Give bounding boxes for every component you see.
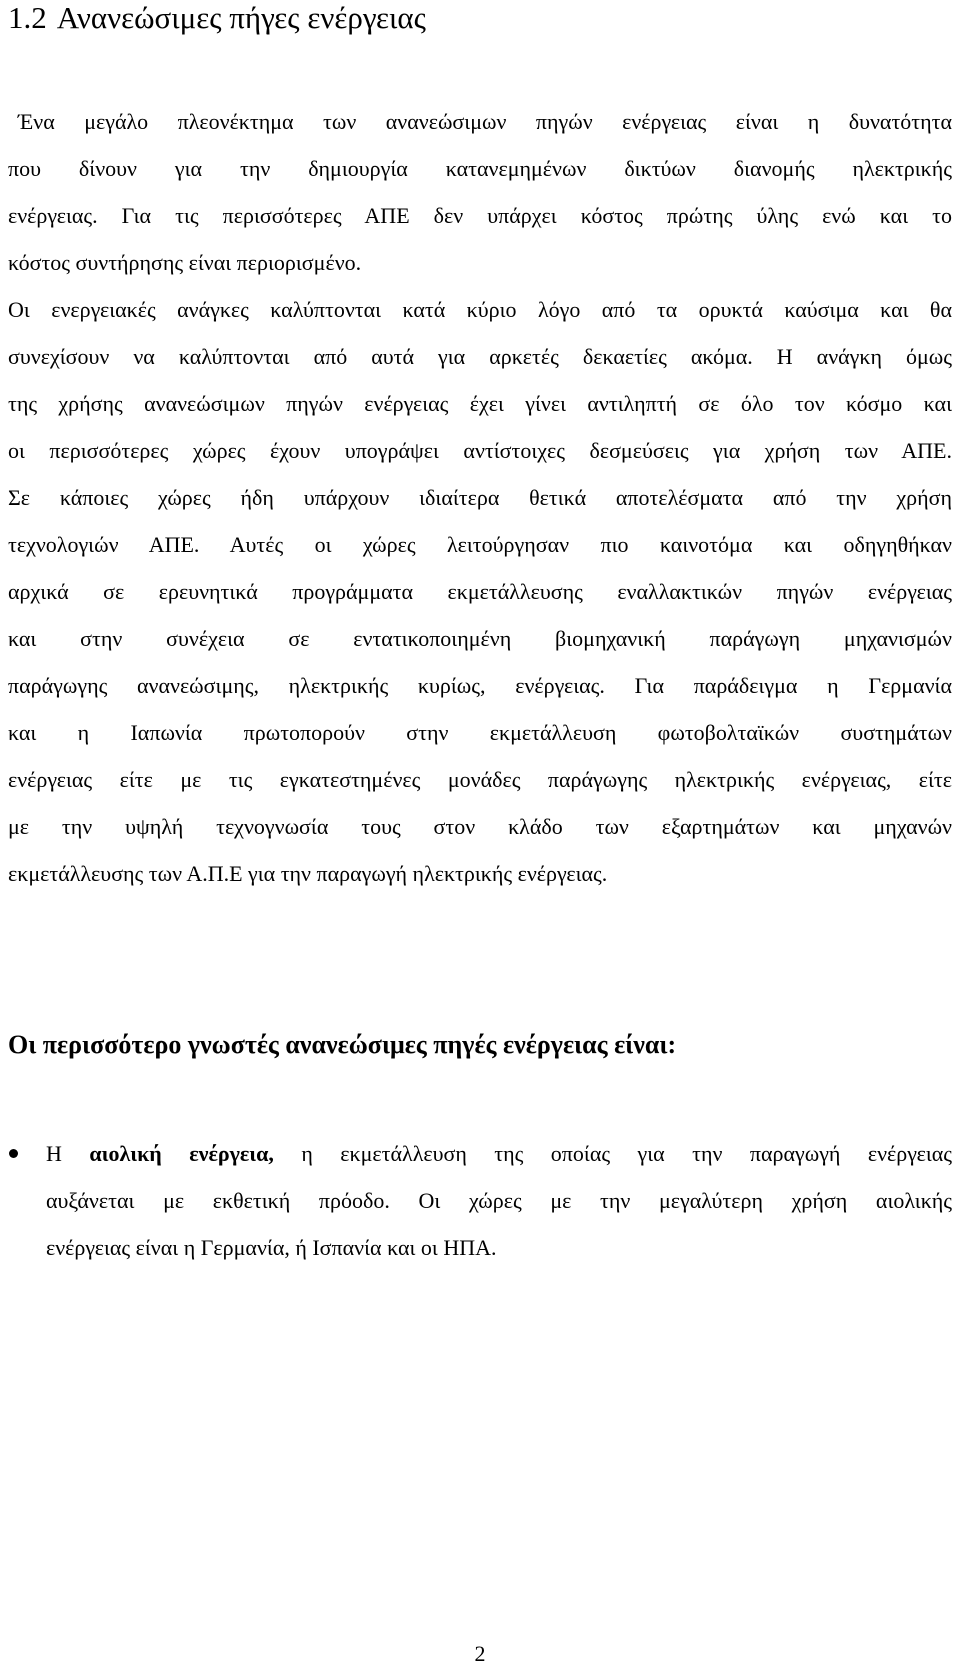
text-line: με την υψηλή τεχνογνωσία τους στον κλάδο των εξαρτημάτων και μηχανών: [8, 814, 952, 839]
text-line: ενέργειας. Για τις περισσότερες ΑΠΕ δεν υπάρχει κόστος πρώτης ύλης ενώ και το: [8, 203, 952, 228]
text-line: αυξάνεται με εκθετική πρόοδο. Οι χώρες με την μεγαλύτερη χρήση αιολικής: [46, 1188, 952, 1213]
text-line: Ένα μεγάλο πλεονέκτημα των ανανεώσιμων πηγών ενέργειας είναι η δυνατότητα: [18, 109, 952, 134]
list-item: [0, 1130, 952, 1271]
bullet-prefix: Η: [46, 1141, 90, 1166]
text-line: και στην συνέχεια σε εντατικοποιημένη βιομηχανική παράγωγη μηχανισμών: [8, 626, 952, 651]
text-line: αρχικά σε ερευνητικά προγράμματα εκμετάλλευσης εναλλακτικών πηγών ενέργειας: [8, 579, 952, 604]
text-line: οι περισσότερες χώρες έχουν υπογράψει αντίστοιχες δεσμεύσεις για χρήση των ΑΠΕ.: [8, 438, 952, 463]
text-line: που δίνουν για την δημιουργία κατανεμημένων δικτύων διανομής ηλεκτρικής: [8, 156, 952, 181]
bullet-icon: [9, 1149, 18, 1158]
text-line: Οι ενεργειακές ανάγκες καλύπτονται κατά κύριο λόγο από τα ορυκτά καύσιμα και θα: [8, 297, 952, 322]
bullet-rest: η εκμετάλλευση της οποίας για την παραγωγή ενέργειας: [273, 1141, 952, 1166]
text-line: [46, 1130, 952, 1177]
text-line: κόστος συντήρησης είναι περιορισμένο.: [8, 250, 362, 275]
text-line: ενέργειας είτε με τις εγκατεστημένες μονάδες παράγωγης ηλεκτρικής ενέργειας, είτε: [8, 767, 952, 792]
text-line: και η Ιαπωνία πρωτοπορούν στην εκμετάλλευση φωτοβολταϊκών συστημάτων: [8, 720, 952, 745]
paragraph-energy-needs: [8, 286, 952, 897]
sources-subheading: Οι περισσότερο γνωστές ανανεώσιμες πηγές ενέργειας είναι:: [8, 1030, 677, 1059]
text-line: συνεχίσουν να καλύπτονται από αυτά για αρκετές δεκαετίες ακόμα. Η ανάγκη όμως: [8, 344, 952, 369]
bullet-bold-term: αιολική ενέργεια,: [89, 1141, 274, 1166]
section-number: 1.2: [8, 0, 47, 35]
text-line: ενέργειας είναι η Γερμανία, ή Ισπανία και οι ΗΠΑ.: [46, 1235, 497, 1260]
page-number: 2: [474, 1641, 486, 1666]
text-line: εκμετάλλευσης των Α.Π.Ε για την παραγωγή ηλεκτρικής ενέργειας.: [8, 861, 608, 886]
text-line: Σε κάποιες χώρες ήδη υπάρχουν ιδιαίτερα θετικά αποτελέσματα από την χρήση: [8, 485, 952, 510]
sources-list: [0, 1130, 952, 1271]
text-line: της χρήσης ανανεώσιμων πηγών ενέργειας έχει γίνει αντιληπτή σε όλο τον κόσμο και: [8, 391, 952, 416]
text-line: τεχνολογιών ΑΠΕ. Αυτές οι χώρες λειτούργησαν πιο καινοτόμα και οδηγηθήκαν: [8, 532, 952, 557]
text-line: παράγωγης ανανεώσιμης, ηλεκτρικής κυρίως, ενέργειας. Για παράδειγμα η Γερμανία: [8, 673, 952, 698]
paragraph-advantages: [8, 98, 952, 286]
section-title: Ανανεώσιμες πήγες ενέργειας: [56, 0, 426, 35]
section-heading: [8, 0, 426, 38]
